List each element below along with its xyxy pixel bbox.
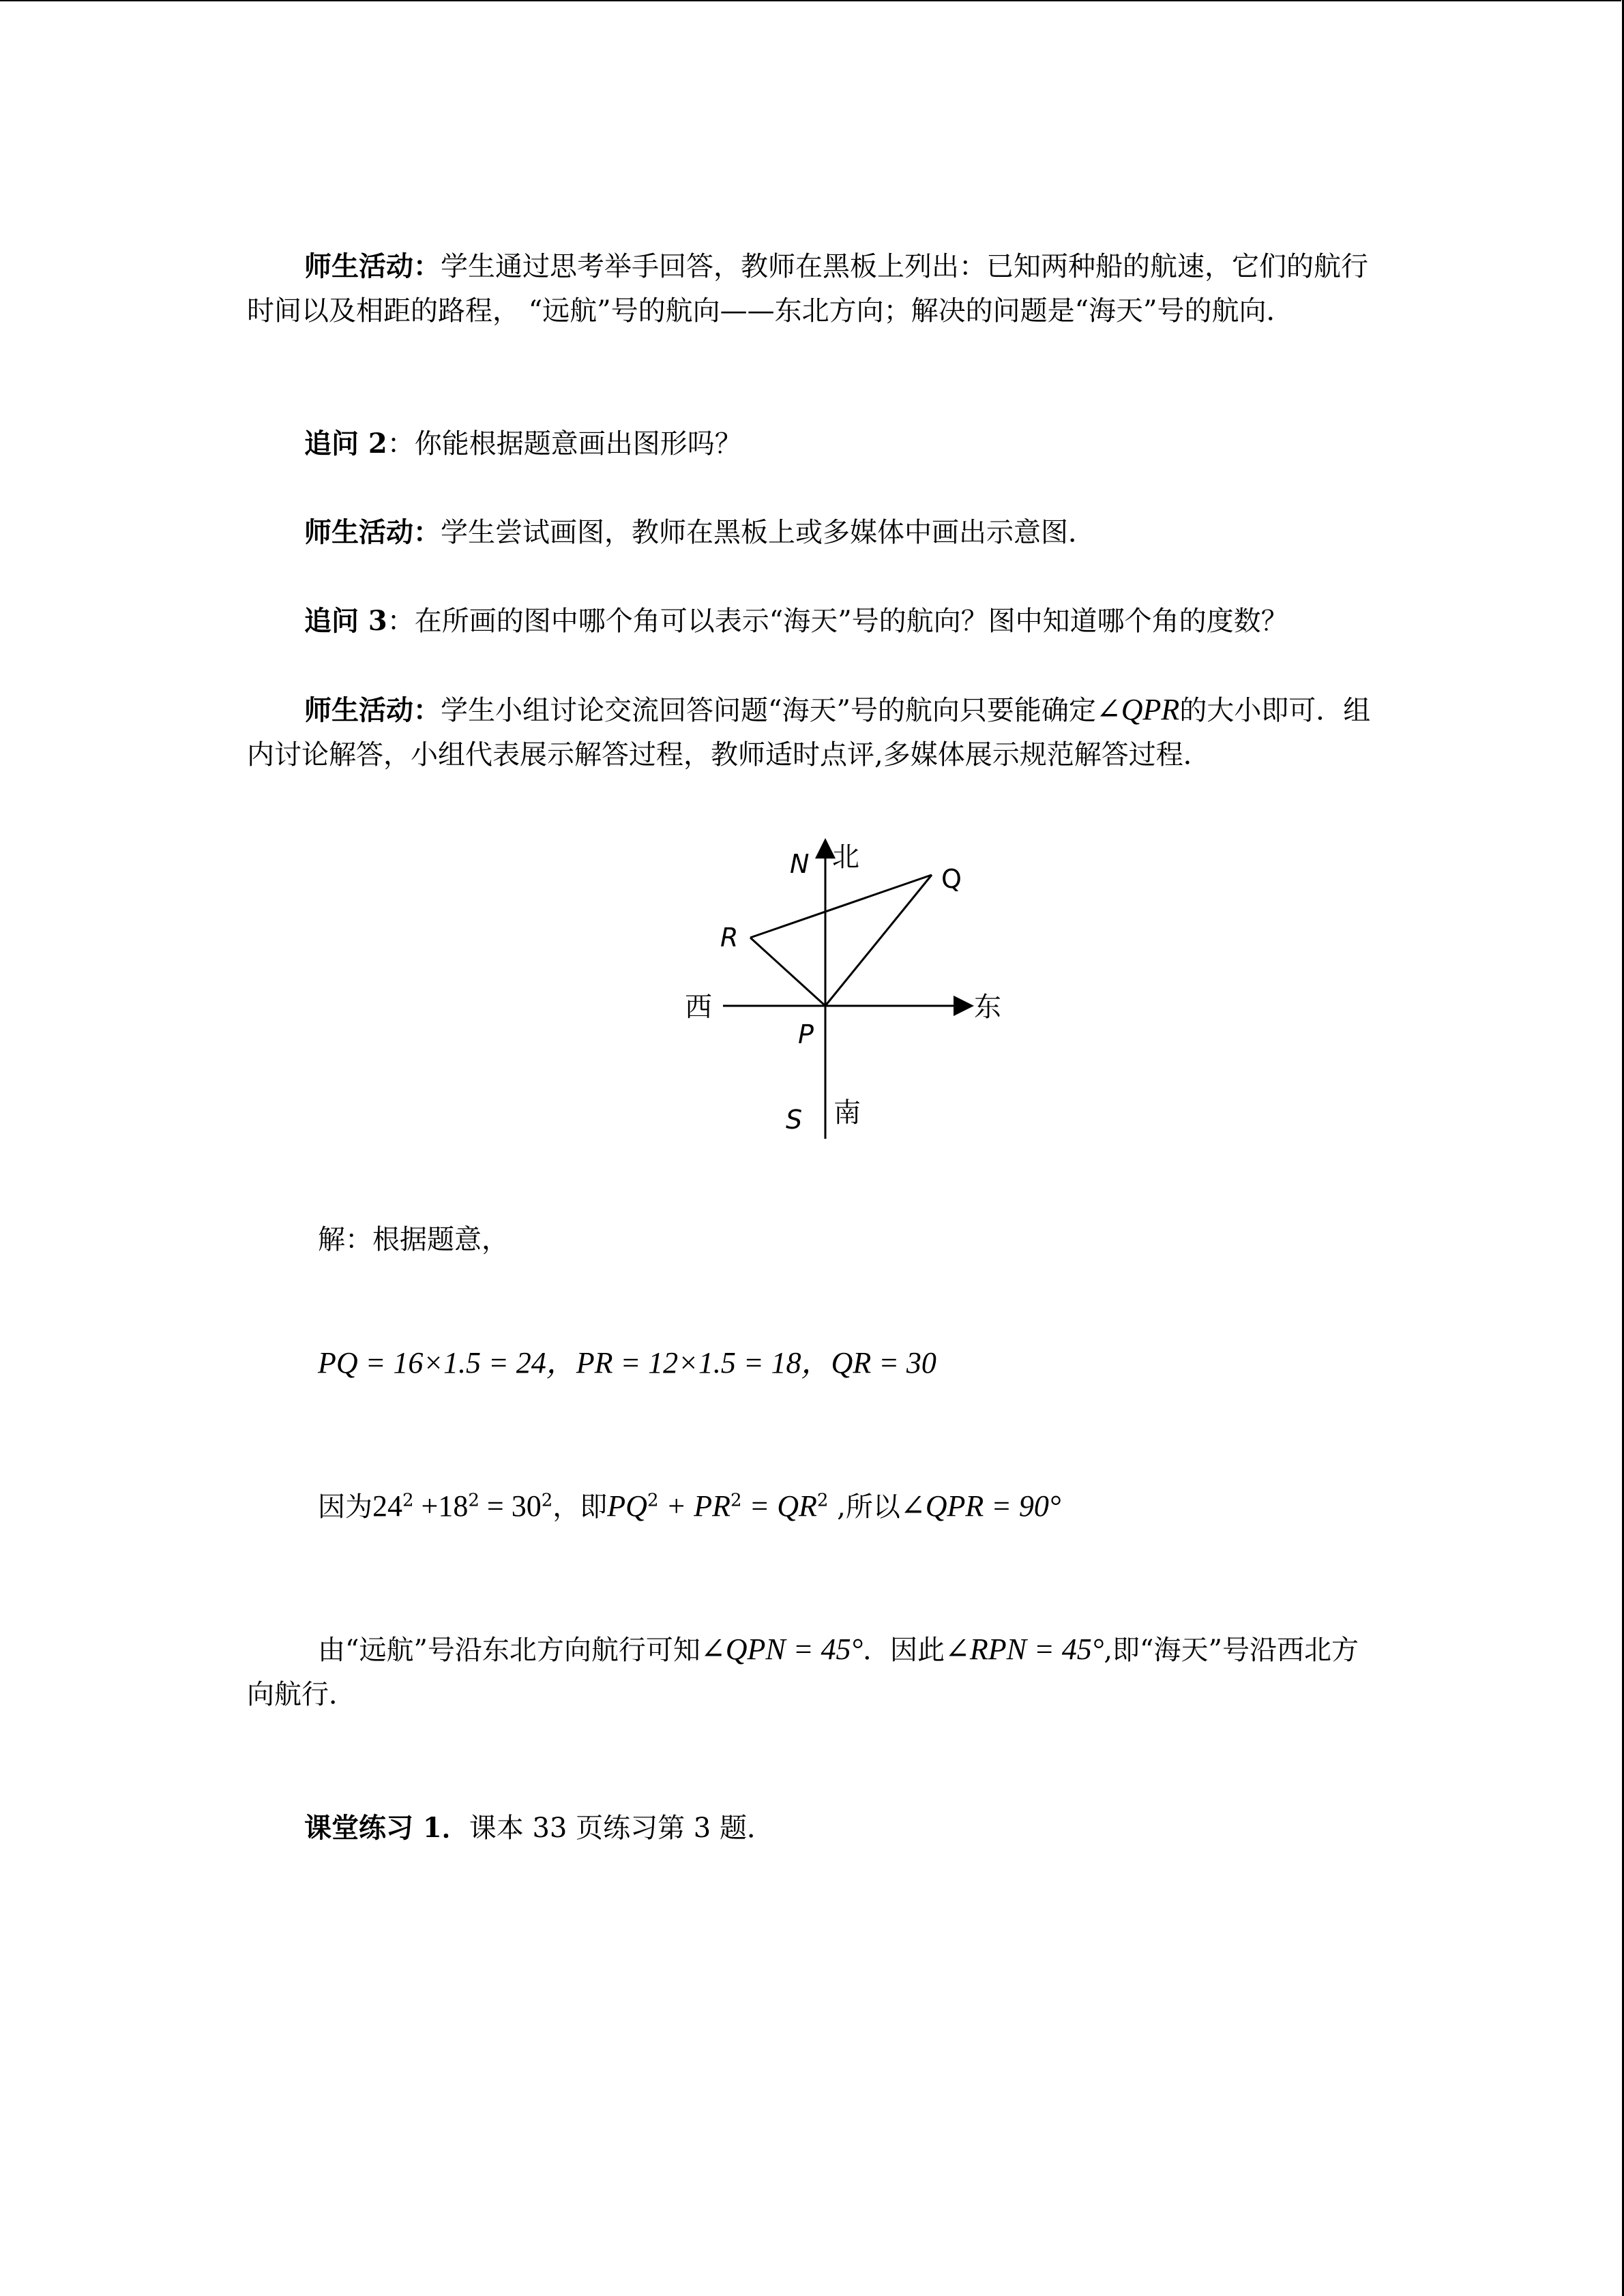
paragraph-teacher-activity-3	[247, 687, 1379, 777]
line3-text-c: ,即“海天”号沿西北方向航行．	[247, 1635, 1359, 1710]
exp-4: 2	[647, 1490, 659, 1511]
label-p: P	[798, 1019, 814, 1049]
paragraph-question-2	[247, 421, 1379, 466]
label-east: 东	[974, 992, 1001, 1023]
label-west: 西	[685, 992, 712, 1023]
eq4-angle-qpr: ∠QPR = 90°	[900, 1489, 1061, 1523]
label: 追问 2	[304, 428, 387, 460]
eq3-term-2: + PR	[658, 1489, 730, 1523]
line3-text-b: ．因此	[863, 1635, 945, 1666]
label-q: Q	[941, 864, 962, 894]
label: 师生活动	[304, 516, 413, 548]
solution-intro: 解：根据题意，	[318, 1224, 509, 1255]
label-colon: ：	[413, 516, 441, 548]
paragraph-text: 在所画的图中哪个角可以表示“海天”号的航向？图中知道哪个角的度数？	[414, 606, 1288, 637]
exercise-label: 课堂练习 1．	[304, 1812, 469, 1844]
equation-lengths: PQ = 16×1.5 = 24，PR = 12×1.5 = 18，QR = 30	[318, 1346, 936, 1380]
paragraph-text: 学生通过思考举手回答，教师在黑板上列出：已知两种船的航速，它们的航行时间以及相距的路程， “远航”号的航向——东北方向；解决的问题是“海天”号的航向．	[247, 251, 1368, 327]
page-top-border	[0, 0, 1621, 1]
solution-line-2	[318, 1484, 1450, 1530]
paragraph-teacher-activity-1	[247, 244, 1379, 333]
exp-6: 2	[816, 1490, 829, 1511]
because-text: 因为	[318, 1491, 372, 1523]
label-colon: ：	[387, 428, 415, 460]
exp-3: 2	[541, 1490, 553, 1511]
paragraph-text-b: 的大小即可．组内讨论解答，小组代表展示解答过程，教师适时点评,多媒体展示规范解答过程．	[247, 695, 1371, 771]
line3-text-a: 由“远航”号沿东北方向航行可知	[318, 1635, 700, 1666]
exp-2: 2	[468, 1490, 479, 1511]
angle-qpr: ∠QPR	[1095, 693, 1180, 726]
solution-equation-1	[318, 1341, 1450, 1386]
suoyi-text: ,所以	[828, 1491, 900, 1523]
paragraph-text: 你能根据题意画出图形吗？	[414, 428, 742, 460]
paragraph-text: 学生尝试画图，教师在黑板上或多媒体中画出示意图．	[441, 517, 1095, 548]
exp-1: 2	[402, 1490, 414, 1511]
ji-text: ，即	[552, 1491, 608, 1523]
segment-pr	[750, 938, 825, 1006]
eq2-term-1: 24	[372, 1489, 402, 1523]
eq3-term-1: PQ	[607, 1489, 647, 1523]
eq2-term-3: = 30	[479, 1489, 542, 1523]
label: 追问 3	[304, 605, 387, 637]
segment-qr	[750, 875, 932, 938]
label: 师生活动	[304, 250, 413, 282]
label: 师生活动	[304, 694, 413, 726]
exp-5: 2	[730, 1490, 742, 1511]
compass-triangle-diagram	[675, 832, 1030, 1146]
label-s: S	[786, 1105, 803, 1135]
label-colon: ：	[387, 606, 415, 637]
label-south: 南	[833, 1097, 861, 1129]
exercise-text: 课本 33 页练习第 3 题．	[469, 1813, 774, 1844]
segment-pq	[825, 875, 932, 1006]
label-r: R	[720, 923, 739, 953]
eq5-angle-qpn: ∠QPN = 45°	[700, 1632, 863, 1666]
paragraph-question-3	[247, 599, 1379, 644]
eq3-term-3: = QR	[741, 1489, 817, 1523]
label-north: 北	[832, 841, 859, 873]
paragraph-text-a: 学生小组讨论交流回答问题“海天”号的航向只要能确定	[441, 695, 1096, 726]
label-n: N	[790, 849, 810, 879]
label-colon: ：	[413, 250, 441, 282]
eq6-angle-rpn: ∠RPN = 45°	[945, 1632, 1104, 1666]
label-colon: ：	[413, 694, 441, 726]
solution-line-3	[247, 1627, 1379, 1717]
paragraph-teacher-activity-2	[247, 510, 1379, 555]
classroom-exercise	[247, 1806, 1379, 1851]
eq2-term-2: +18	[413, 1489, 469, 1523]
